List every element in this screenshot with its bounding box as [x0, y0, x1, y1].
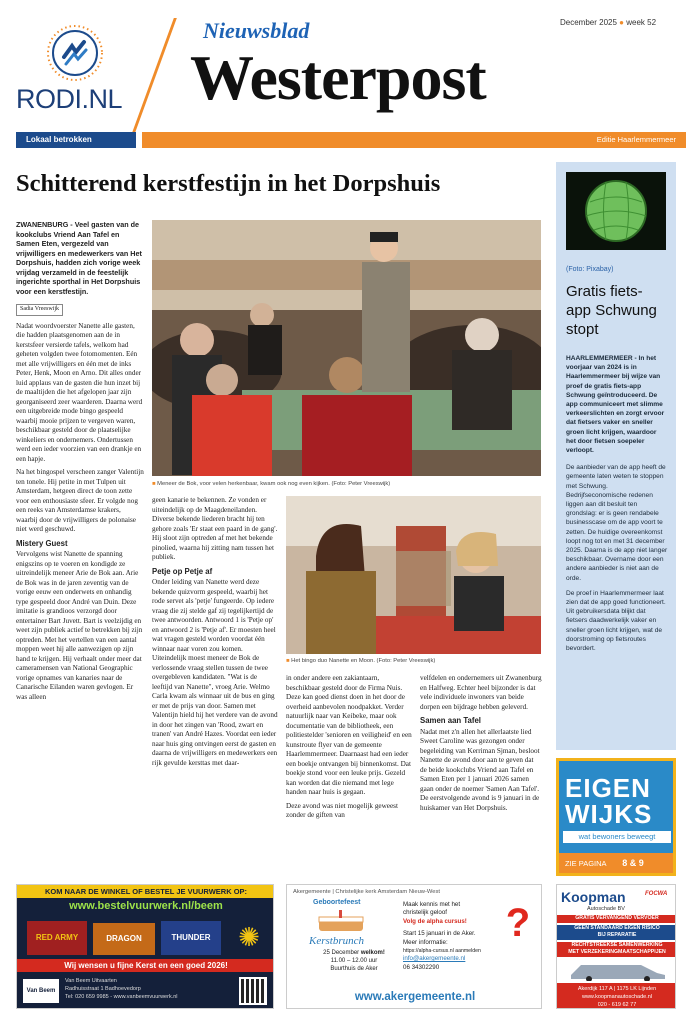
alpha-line3: Volg de alpha cursus! [403, 917, 467, 925]
eigen-pages: 8 & 9 [622, 858, 644, 868]
ad-vuurwerk-top: KOM NAAR DE WINKEL OF BESTEL JE VUURWERK OP: [17, 885, 274, 898]
article-col-2 [152, 496, 278, 876]
ad-aker-brunch-info [309, 949, 399, 973]
caption1-text: Meneer de Bok, voor velen herkenbaar, kwam ook nog even kijken. (Foto: Peter Vreeswijk) [157, 481, 391, 487]
koopman-l5: MET VERZEKERINGMAATSCHAPPIJEN [557, 949, 676, 957]
ad-akergemeente[interactable] [286, 884, 542, 1009]
car-icon [561, 959, 673, 981]
eigen-title-top: EIGEN [565, 773, 651, 803]
col3-p2: Deze avond was niet mogelijk geweest zonder de giften van [286, 801, 398, 819]
col2-p1: geen kanarie te bekennen. Ze vonden er uiteindelijk op de Maagdeneilanden. Diverse bekende liederen bracht hij ten gehore zoals 'Er staat een paard in de gang'. Hij sloot zijn optreden af met het bekende pinolied, waarna hij zitting nam tussen het publiek. [152, 496, 278, 561]
col3-p1: in onder andere een zakiantaarn, beschikbaar gesteld door de Firma Nuis. Deze kan goed dienst doen in het door de overheid aanbevolen noodpakket. Verder natuurlijk naar van Keibeke, maar ook documentatie van de bibliotheek, een politiestelder 'senioren en veiligheid' en een kunstroute flyer van de gemeente Haarlemmermeer. Daarnaast had een ieder een boekje ontvangen bij binnenkomst. Dat boekje stond voor een leuke prijs. Gezeld kan worden dat die niemand met lege handen naar huis is gegaan. [286, 674, 412, 796]
brunch-time: 11.00 – 12.00 uur [330, 958, 378, 964]
photo-bingo-duo[interactable] [286, 496, 541, 654]
caption2-text: Het bingo duo Nanette en Moon. (Foto: Peter Vreeswijk) [291, 658, 436, 664]
ad-vuurwerk-url[interactable]: www.bestelvuurwerk.nl/beem [69, 900, 223, 912]
subhead-samen: Samen aan Tafel [420, 716, 481, 725]
birthday-cake-icon [311, 909, 371, 933]
alpha-line1: Maak kennis met het [403, 901, 461, 908]
ad-vuurwerk-address1: Van Beem Uitvaarten [65, 978, 117, 984]
eigen-see-page [559, 853, 673, 873]
rodi-logo[interactable] [14, 22, 144, 118]
sidebar-lead-place: HAARLEMMERMEER [566, 355, 633, 362]
strip-right [142, 132, 686, 148]
ad-aker-birthday: Geboortefeest [313, 899, 361, 906]
bingo-photo-illustration [286, 496, 541, 654]
koopman-sub: Autoschade BV [587, 906, 625, 912]
photo-arie-de-bok[interactable] [152, 220, 541, 476]
caption-bullet-icon-2: ■ [286, 658, 290, 664]
issue-date: December 2025 [560, 18, 617, 27]
ad-vuurwerk-phone: Tel: 020 659 9985 - www.vanbeemvuurwerk.nl [65, 994, 178, 1000]
article-col-1 [16, 220, 144, 875]
alpha-line7[interactable]: info@akergemeente.nl [403, 955, 466, 963]
koopman-list [557, 915, 676, 957]
col4-p1: velfdelen en ondernemers uit Zwanenburg en Halfweg. Echter heel bijzonder is dat vele individuele inwoners van beide dorpen een bijdrage hebben geleverd. [420, 674, 542, 711]
brunch-welcome: welkom! [360, 950, 385, 956]
masthead-title: Westerpost [190, 42, 486, 113]
party-photo-illustration [152, 220, 541, 476]
brunch-place: Buurthuis de Aker [330, 966, 378, 972]
ad-vuurwerk-wish: Wij wensen u fijne Kerst en een goed 2026! [17, 959, 274, 972]
lead-place: ZWANENBURG [16, 220, 69, 229]
alpha-line4: Start 15 januari in de Aker. [403, 930, 476, 938]
sidebar-photo-credit: (Foto: Pixabay) [566, 266, 614, 273]
article-col-4 [420, 674, 542, 874]
ad-vuurwerk-address2: Radhuisstraat 1 Badhoevedorp [65, 986, 141, 992]
qr-code-icon[interactable] [239, 977, 267, 1005]
question-mark-icon: ? [505, 901, 531, 945]
sidebar-photo[interactable] [566, 172, 666, 250]
ad-vuurwerk-logo: Van Beem [23, 979, 59, 1003]
alpha-line8: 06 34302290 [403, 963, 440, 971]
eigen-see-page-label: ZIE PAGINA [565, 859, 607, 868]
brunch-date: 25 December [323, 950, 360, 956]
ad-aker-url[interactable]: www.akergemeente.nl [354, 991, 476, 1003]
rodi-logo-text: RODI.NL [16, 84, 123, 114]
strip-left-label: Lokaal betrokken [26, 135, 92, 144]
ad-vuurwerk[interactable] [16, 884, 274, 1009]
alpha-line6[interactable]: https://alpha-cursus.nl aanmelden [403, 948, 481, 955]
green-globe-icon [566, 172, 666, 250]
koopman-l4: RECHTSTREEKSE SAMENWERKING [557, 942, 676, 950]
eigen-wijks-box[interactable] [556, 758, 676, 876]
ad-vuurwerk-box1: RED ARMY [27, 921, 87, 955]
strip-right-label: Editie Haarlemmermeer [596, 135, 676, 144]
strip-left [16, 132, 136, 148]
lead-text: - Veel gasten van de kookclubs Vriend Aan Tafel en Samen Eten, vergezeld van vrijwilligers en medewerkers van Het Dorpshuis, hadden zich vorige week vrijdag verzameld in de feestelijk ingerichte sporthal in Het Dorpshuis voor een kerstfestijn. [16, 220, 142, 296]
col2-p2: Onder leiding van Nanette werd deze bekende quizvorm gespeeld, waarbij het rode servet als 'petje' fungeerde. Op iedere vraag die zij stelde gaf zij tegelijkertijd de twee antwoorden. Antwoord 1 is 'Petje op' en antwoord 2 is 'Petje af'. Er moesten heel wat vragen gesteld worden voordat één winnaar naar voren zou komen. Uiteindelijk moest meneer de Bok de verlossende vraag stellen tussen de twee overgebleven kandidaten. "Wat is de leeftijd van Nanette", vroeg Arie. Welmo Carla kwam als winnaar uit de bus en ging er met de prijs van door. Samen met Valentijn hield hij het verdere van de avond in door het zingen van 'Rood, zwart en tranen' van André Hazes. Voordat een ieder naar huis ging ontvingen eerst de gasten en daarna de vrijwilligers en medewerkers een rijk gevulde kersttas met daar- [152, 578, 278, 767]
col1-p3: Vervolgens wist Nanette de spanning enigszins op te voeren en kondigde ze uitreindelijk meneer Arie de Bok aan. Arie de Bok was in de jaren zeventig van de vorige eeuw een onderwets en onhandig type gespeeld door André van Duin. Deze imitatie is grandioos verzorgd door entertainer Bart Juvett. Bart is veelzijdig en weet zijn publiek actief te betrekken bij zijn optreden. Met het vertellen van een aantal moppen weet hij alle aanwezigen op zijn hand te krijgen. Hij verhaalt onder meer dat cameramensen van National Geographic vorige opnames van kanaries naar de Canarische Eilanden waren gevlogen. Er was alleen [16, 550, 143, 701]
article-headline: Schitterend kerstfestijn in het Dorpshuis [16, 170, 441, 197]
article-lead [16, 220, 144, 296]
koopman-brand: Koopman [561, 889, 626, 905]
alpha-line5: Meer informatie: [403, 938, 448, 946]
eigen-tagline: wat bewoners beweegt [563, 831, 671, 843]
col4-p2: Nadat met z'n allen het allerlaatste lied Sweet Caroline was gezongen onder begeleiding van Kerriman Sjman, besloot Nanette de avond door aan te geven dat de beide kookclubs Vriend aan Tafel en Samen Eten per 1 januari 2026 samen gaan onder de noemer 'Samen Aan Tafel'. De eerstvolgende avond is 9 januari in de huiskamer van Het Dorpshuis. [420, 727, 540, 812]
issue-week: week 52 [626, 18, 657, 27]
koopman-web[interactable]: www.koopmanautoschade.nl [581, 994, 652, 1000]
sidebar-p2: De proef in Haarlemmermeer laat zien dat de app goed functioneert. Uit gebruikersdata blijkt dat fietsers daadwerkelijk vaker en sneller groen licht krijgen, wat de doorstroming op fietsroutes bevordert. [566, 589, 666, 653]
ad-aker-brunch: Kerstbrunch [309, 935, 364, 947]
koopman-l1: GRATIS VERVANGEND VERVOER [557, 915, 676, 923]
alpha-line2: christelijk geloof [403, 909, 448, 917]
subhead-petje: Petje op Petje af [152, 566, 213, 576]
koopman-focwa: FOCWA [645, 891, 668, 897]
col1-p2: Na het bingospel verscheen zanger Valentijn ten tonele. Hij petite in met Tulpen uit Amsterdam, hetgeen direct de toon zette voor een enthousiaste sfeer. Er volgde nog een reeks van Amsterdamse krakers, waarbij door de vrijwilligers de polonaise niet werd geschuwd. [16, 468, 144, 533]
ad-vuurwerk-box3: THUNDER [161, 921, 221, 955]
sidebar-lead-text: - In het voorjaar van 2024 is in Haarlemmermeer bij wijze van proef de gratis fiets-app Schwung geïntroduceerd. De app communiceert met slimme verkeerslichten en zorgt ervoor dat fietsers vaker en sneller groen licht krijgen, waardoor het door fietsen soepeler verloopt. [566, 355, 665, 455]
koopman-footer [557, 983, 676, 1009]
photo2-caption [286, 657, 541, 665]
koopman-phone: 020 - 619 62 77 [597, 1002, 637, 1008]
ad-aker-alpha [403, 901, 503, 972]
byline: Sadia Vreeswijk [16, 304, 63, 316]
caption-bullet-icon: ■ [152, 481, 156, 487]
ad-aker-header: Akergemeente | Christelijke kerk Amsterdam Nieuw-West [293, 889, 441, 895]
sidebar-text [566, 354, 668, 653]
sidebar-lead [566, 354, 668, 455]
col1-p1: Nadat woordvoerster Nanette alle gasten, die hadden plaatsgenomen aan de in kerstsfeer versierde tafels, welkom had geheten volgden twee fotomomenten. Eén met alle vrijwilligers en één met de inks Peter, Henk, Moon en Arno. Dit alles onder luid applaus van de gasten die hun inzet bij de maaltijden die het afgelopen jaar zijn georganiseerd zeer waarderen. Daarna werd een uitgebreide mode bingo gespeeld waarbij mooie prijzen te vergeven waren, beschikbaar gesteld door de plaatselijke winkeliers en ondernemers. Ondertussen werd een ieder voorzien van een drankje en een hapje. [16, 321, 143, 463]
masthead [0, 0, 700, 152]
fireworks-icon: ✺ [238, 923, 260, 953]
ad-vuurwerk-box2: DRAGON [93, 923, 155, 955]
ad-vuurwerk-address [65, 977, 235, 1001]
koopman-l3: BIJ REPARATIE [557, 932, 676, 940]
photo1-caption [152, 480, 541, 488]
sidebar [556, 162, 676, 750]
masthead-date: December 2025 ● week 52 [560, 18, 657, 27]
article-col-3 [286, 674, 412, 874]
masthead-kicker: Nieuwsblad [203, 18, 310, 43]
rodi-emblem-icon [46, 24, 104, 82]
subhead-mistery: Mistery Guest [16, 538, 68, 548]
sidebar-headline: Gratis fiets-app Schwung stopt [566, 283, 657, 338]
sidebar-p1: De aanbieder van de app heeft de gemeente laten weten te stoppen met Schwung. Bedrijfseconomische redenen liggen aan dit besluit ten grondslag: er is geen rendabele businesscase om de app voort te zetten. De huidige overeenkomst loopt nog tot en met 31 december 2025. Daarna is de app niet langer beschikbaar. Overname door een andere aanbieder is niet aan de orde. [566, 464, 668, 582]
eigen-title-bottom: WIJKS [565, 799, 653, 829]
koopman-addr: Akerdijk 117 A | 1175 LK Lijnden [577, 986, 657, 992]
koopman-l2: GEEN STANDAARD EIGEN RISICO [557, 925, 676, 933]
ad-koopman[interactable] [556, 884, 676, 1009]
